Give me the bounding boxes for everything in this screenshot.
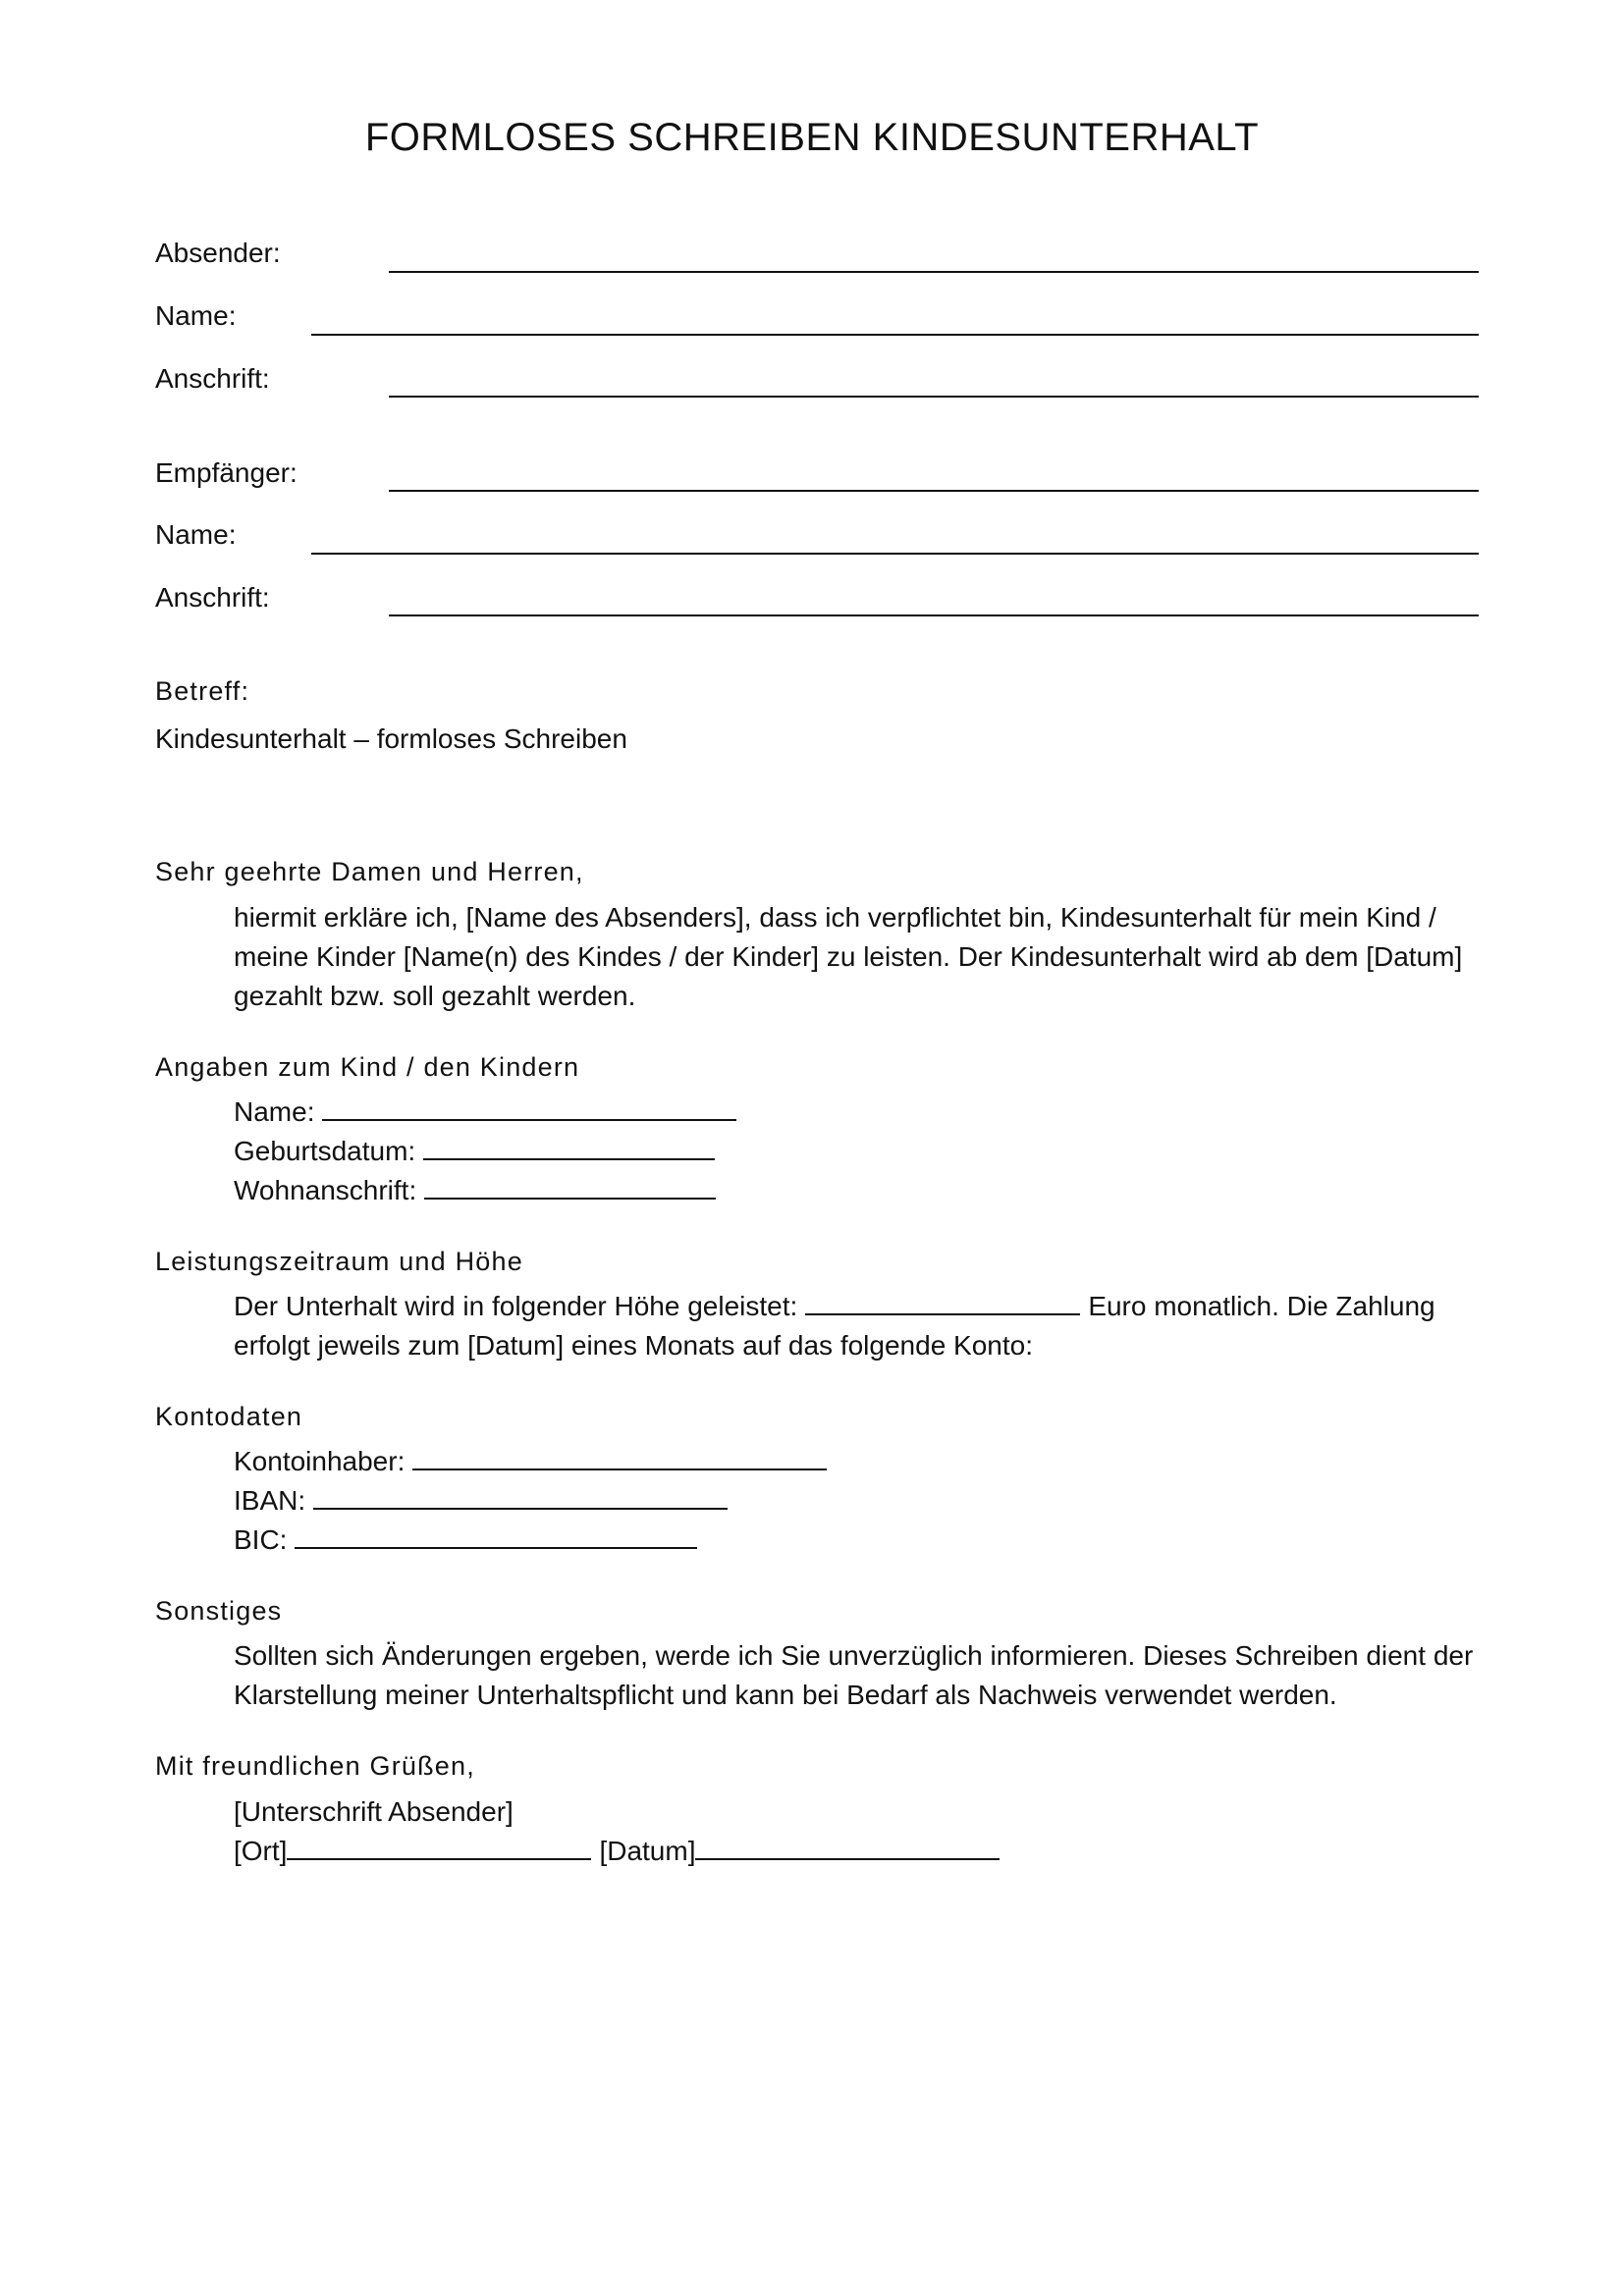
children-heading: Angaben zum Kind / den Kindern [155,1052,580,1082]
child-birthdate-row [234,1132,715,1171]
account-holder-row [234,1442,827,1481]
salutation-heading: Sehr geehrte Damen und Herren, [155,857,584,886]
recipient-input-line[interactable] [389,490,1479,492]
subject-label: Betreff: [155,676,250,706]
sender-label: Absender: [155,238,281,268]
misc-text: Sollten sich Änderungen ergeben, werde ich Sie unverzüglich informieren. Dieses Schreiben dient der Klarstellung meiner Unterhaltspflicht und kann bei Bedarf als Nachweis verwendet werden. [234,1640,1474,1710]
misc-heading: Sonstiges [155,1596,283,1626]
child-birthdate-blank[interactable] [423,1133,715,1160]
account-holder-blank[interactable] [412,1443,827,1470]
account-bic-row [234,1521,697,1560]
closing-place-date-row [234,1832,1000,1871]
account-iban-label: IBAN: [234,1485,306,1516]
account-bic-label: BIC: [234,1524,288,1555]
child-address-row [234,1171,716,1210]
payment-heading: Leistungszeitraum und Höhe [155,1247,523,1276]
payment-line2: erfolgt jeweils zum [Datum] eines Monats auf das folgende Konto: [234,1330,1033,1361]
child-name-label: Name: [234,1096,315,1127]
closing-place-blank[interactable] [287,1833,591,1860]
recipient-label: Empfänger: [155,457,298,488]
account-iban-row [234,1481,728,1521]
closing-date-blank[interactable] [695,1833,1000,1860]
payment-text-after: Euro monatlich. Die Zahlung [1088,1291,1435,1321]
payment-amount-blank[interactable] [805,1288,1080,1315]
account-iban-blank[interactable] [313,1482,728,1510]
closing-greeting: Mit freundlichen Grüßen, [155,1751,475,1781]
salutation-body: hiermit erkläre ich, [Name des Absenders], dass ich verpflichtet bin, Kindesunterhalt für mein Kind / meine Kinder [Name(n) des Kindes / der Kinder] zu leisten. Der Kindesunterhalt wird ab dem [Datum] gezahlt bzw. soll gezahlt werden. [234,902,1463,1011]
child-birthdate-label: Geburtsdatum: [234,1136,416,1166]
subject-text: Kindesunterhalt – formloses Schreiben [155,723,627,754]
child-address-label: Wohnanschrift: [234,1175,417,1205]
child-address-blank[interactable] [424,1172,716,1200]
sender-input-line[interactable] [389,271,1479,273]
recipient-name-input-line[interactable] [311,553,1479,555]
document-title: FORMLOSES SCHREIBEN KINDESUNTERHALT [364,116,1260,159]
child-name-blank[interactable] [322,1094,736,1121]
recipient-name-label: Name: [155,519,237,550]
closing-signature: [Unterschrift Absender] [234,1796,514,1827]
sender-address-input-line[interactable] [389,396,1479,398]
closing-place-label: [Ort] [234,1836,288,1866]
sender-address-label: Anschrift: [155,363,270,394]
account-bic-blank[interactable] [295,1522,697,1549]
closing-date-label: [Datum] [599,1836,696,1866]
child-name-row [234,1093,736,1132]
sender-name-input-line[interactable] [311,334,1479,336]
account-holder-label: Kontoinhaber: [234,1446,406,1476]
sender-name-label: Name: [155,300,237,331]
payment-text-before: Der Unterhalt wird in folgender Höhe geleistet: [234,1291,798,1321]
payment-amount-row [234,1287,1435,1326]
recipient-address-label: Anschrift: [155,582,270,613]
recipient-address-input-line[interactable] [389,614,1479,616]
account-heading: Kontodaten [155,1402,303,1431]
